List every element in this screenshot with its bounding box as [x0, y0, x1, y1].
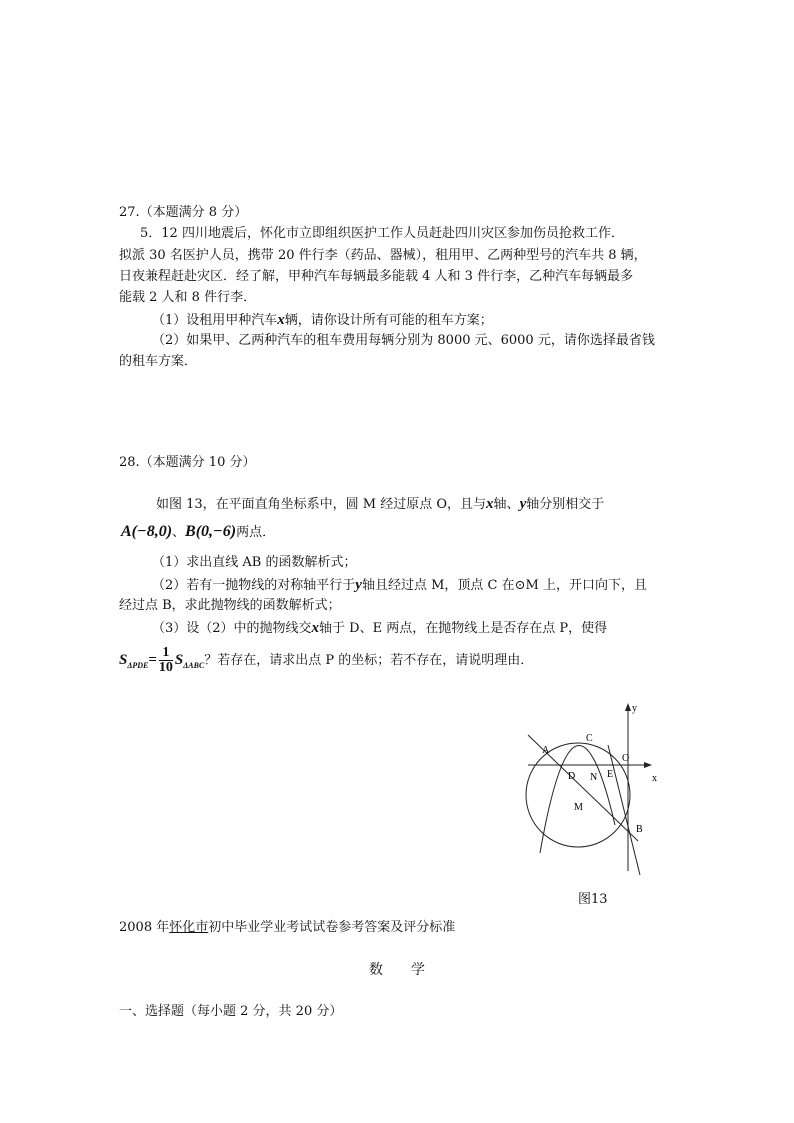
q27-paragraph-line-2: 拟派 30 名医护人员，携带 20 件行李（药品、器械），租用甲、乙两种型号的汽车共 8 辆，	[119, 248, 647, 263]
q28-intro-a: 如图 13，在平面直角坐标系中，圆 M 经过原点 O，且与	[156, 497, 487, 512]
q28-subquestion-3	[152, 620, 607, 637]
q28-subquestion-2-cont: 经过点 B，求此抛物线的函数解析式；	[119, 598, 341, 613]
answers-section-1-heading: 一、选择题（每小题 2 分，共 20 分）	[119, 1004, 343, 1019]
q27-subquestion-1	[152, 312, 493, 329]
q28-s3-variable: x	[311, 620, 320, 636]
label-n: N	[590, 772, 598, 783]
area-pde-expression: $S_{\Delta PDE}$	[119, 652, 149, 670]
one-tenth-fraction: $\frac{1}{10}$	[158, 645, 173, 675]
label-o: O	[622, 753, 630, 764]
q27-s1-variable: x	[277, 312, 285, 328]
q28-s2-variable: y	[355, 577, 362, 593]
figure-13-caption: 图13	[578, 892, 608, 907]
q28-header: 28.（本题满分 10 分）	[119, 455, 256, 470]
q28-intro-d: 两点．	[236, 525, 276, 540]
q28-intro-c: 轴分别相交于	[526, 497, 605, 512]
q27-s1-text-b: 辆，请你设计所有可能的租车方案；	[284, 313, 493, 328]
label-e: E	[607, 769, 614, 780]
q27-s1-text-a: （1）设租用甲种汽车	[152, 313, 278, 328]
label-x: x	[652, 773, 657, 784]
x-axis-arrow-icon	[644, 762, 652, 768]
q28-subquestion-2	[152, 577, 647, 594]
q28-s3-text-a: （3）设（2）中的抛物线交	[152, 621, 312, 636]
parabola	[540, 745, 615, 853]
answers-title	[119, 920, 455, 936]
q28-subquestion-3-cont: $S_{\Delta PDE}=$ $\frac{1}{10}$ $S_{\Delta ABC}$？若存在，请求出点 P 的坐标；若不存在，请说明理由．	[119, 645, 534, 675]
q28-s2-text-a: （2）若有一抛物线的对称轴平行于	[152, 578, 356, 593]
area-abc-expression: $S_{\Delta ABC}$	[174, 652, 205, 670]
q28-subquestion-1: （1）求出直线 AB 的函数解析式；	[152, 555, 357, 570]
answers-subject: 数 学	[369, 962, 425, 978]
q27-paragraph-line-4: 能载 2 人和 8 件行李．	[119, 290, 257, 305]
label-d: D	[568, 771, 576, 782]
point-a-coordinates: A(−8,0)	[121, 523, 173, 540]
q28-s3-text-b: 轴于 D、E 两点，在抛物线上是否存在点 P，使得	[319, 621, 608, 636]
figure-13-diagram	[520, 693, 665, 878]
q28-s3-text-c: ？若存在，请求出点 P 的坐标；若不存在，请说明理由．	[204, 653, 534, 668]
label-b: B	[636, 824, 643, 835]
q28-intro-line-2	[121, 524, 275, 541]
q28-x-variable: x	[486, 496, 494, 512]
answers-title-city: 怀化市	[169, 920, 209, 935]
q27-subquestion-2: （2）如果甲、乙两种汽车的租车费用每辆分别为 8000 元、6000 元，请你选择最省钱	[152, 333, 655, 348]
q27-subquestion-2-cont: 的租车方案．	[119, 354, 198, 369]
q28-y-variable: y	[519, 496, 527, 512]
label-m: M	[574, 802, 583, 813]
answers-title-prefix: 2008 年	[119, 920, 170, 935]
label-c: C	[586, 733, 593, 744]
answers-title-suffix: 初中毕业学业考试试卷参考答案及评分标准	[208, 920, 456, 935]
q27-paragraph-line-1: 5．12 四川地震后，怀化市立即组织医护工作人员赶赴四川灾区参加伤员抢救工作．	[140, 226, 624, 241]
q28-intro-b: 轴、	[493, 497, 520, 512]
y-axis-arrow-icon	[625, 703, 631, 711]
q28-intro-line-1	[156, 496, 604, 513]
q27-header: 27.（本题满分 8 分）	[119, 205, 248, 220]
circle-m	[526, 743, 630, 847]
label-y: y	[632, 703, 637, 714]
q28-s2-text-b: 轴且经过点 M，顶点 C 在⊙M 上，开口向下，且	[361, 578, 647, 593]
q28-separator: 、	[172, 525, 186, 540]
q27-paragraph-line-3: 日夜兼程赶赴灾区．经了解，甲种汽车每辆最多能载 4 人和 3 件行李，乙种汽车每辆最多	[119, 269, 634, 284]
label-a: A	[542, 745, 550, 756]
point-b-coordinates: B(0,−6)	[185, 523, 237, 540]
